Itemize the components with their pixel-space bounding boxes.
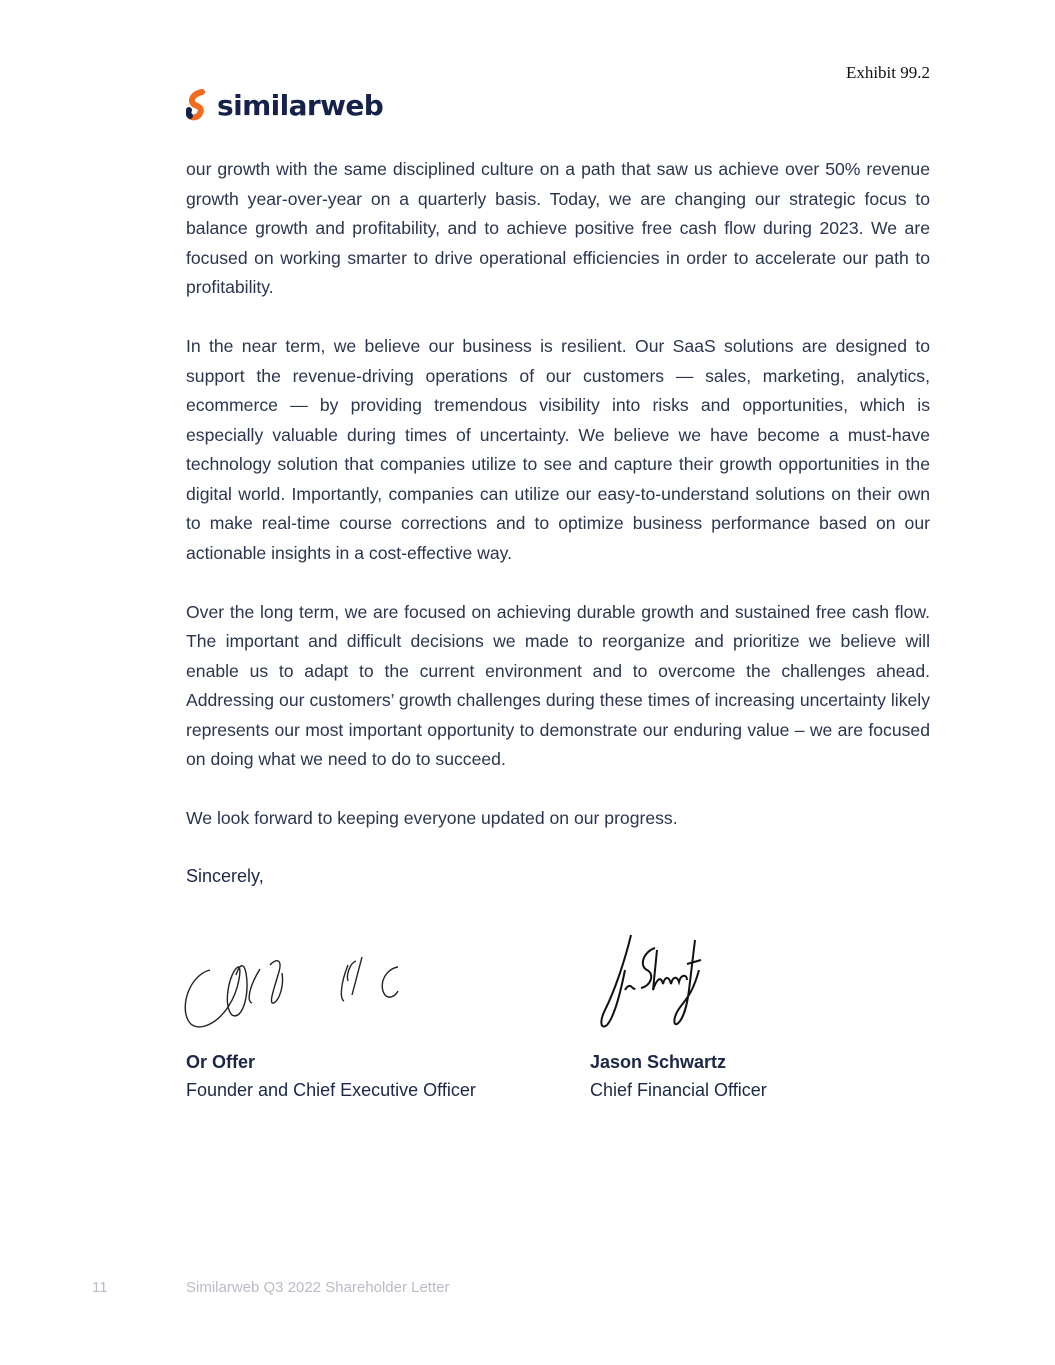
signer-title: Chief Financial Officer: [590, 1080, 767, 1100]
paragraph: We look forward to keeping everyone updated on our progress.: [186, 808, 678, 828]
signer-name: Or Offer: [186, 1052, 256, 1072]
page-number: 11: [92, 1279, 108, 1296]
similarweb-logo-icon: [186, 88, 212, 122]
signer-block: [590, 1048, 767, 1104]
logo-wordmark: similarweb: [217, 88, 384, 122]
signature-jason-schwartz: [595, 930, 715, 1035]
paragraph: In the near term, we believe our business is resilient. Our SaaS solutions are designed to support the revenue-driving operations of our customers — sales, marketing, analytics, ecommerce — by providing tremendous visibility into risks and opportunities, which is especially valuable during times of uncertainty. We believe we have become a must-have technology solution that companies utilize to see and capture their growth opportunities in the digital world. Importantly, companies can utilize our easy-to-understand solutions on their own to make real-time course corrections and to optimize business performance based on our actionable insights in a cost-effective way.: [186, 336, 930, 563]
paragraph: Over the long term, we are focused on achieving durable growth and sustained free cash flow. The important and difficult decisions we made to reorganize and prioritize we believe will enable us to adapt to the current environment and to overcome the challenges ahead. Addressing our customers’ growth challenges during these times of increasing uncertainty likely represents our most important opportunity to demonstrate our enduring value – we are focused on doing what we need to do to succeed.: [186, 601, 930, 769]
footer-document-title: Similarweb Q3 2022 Shareholder Letter: [186, 1279, 450, 1296]
company-logo: [186, 88, 383, 122]
signature-or-offer: [180, 945, 410, 1035]
signer-title: Founder and Chief Executive Officer: [186, 1080, 476, 1100]
paragraph: our growth with the same disciplined culture on a path that saw us achieve over 50% revenue growth year-over-year on a quarterly basis. Today, we are changing our strategic focus to balance growth and profitability, and to achieve positive free cash flow during 2023. We are focused on working smarter to drive operational efficiencies in order to accelerate our path to profitability.: [186, 159, 930, 297]
signer-name: Jason Schwartz: [590, 1052, 727, 1072]
signer-block: [186, 1048, 476, 1104]
exhibit-label: Exhibit 99.2: [845, 63, 930, 82]
letter-body: [186, 155, 930, 863]
closing: Sincerely,: [186, 866, 264, 886]
